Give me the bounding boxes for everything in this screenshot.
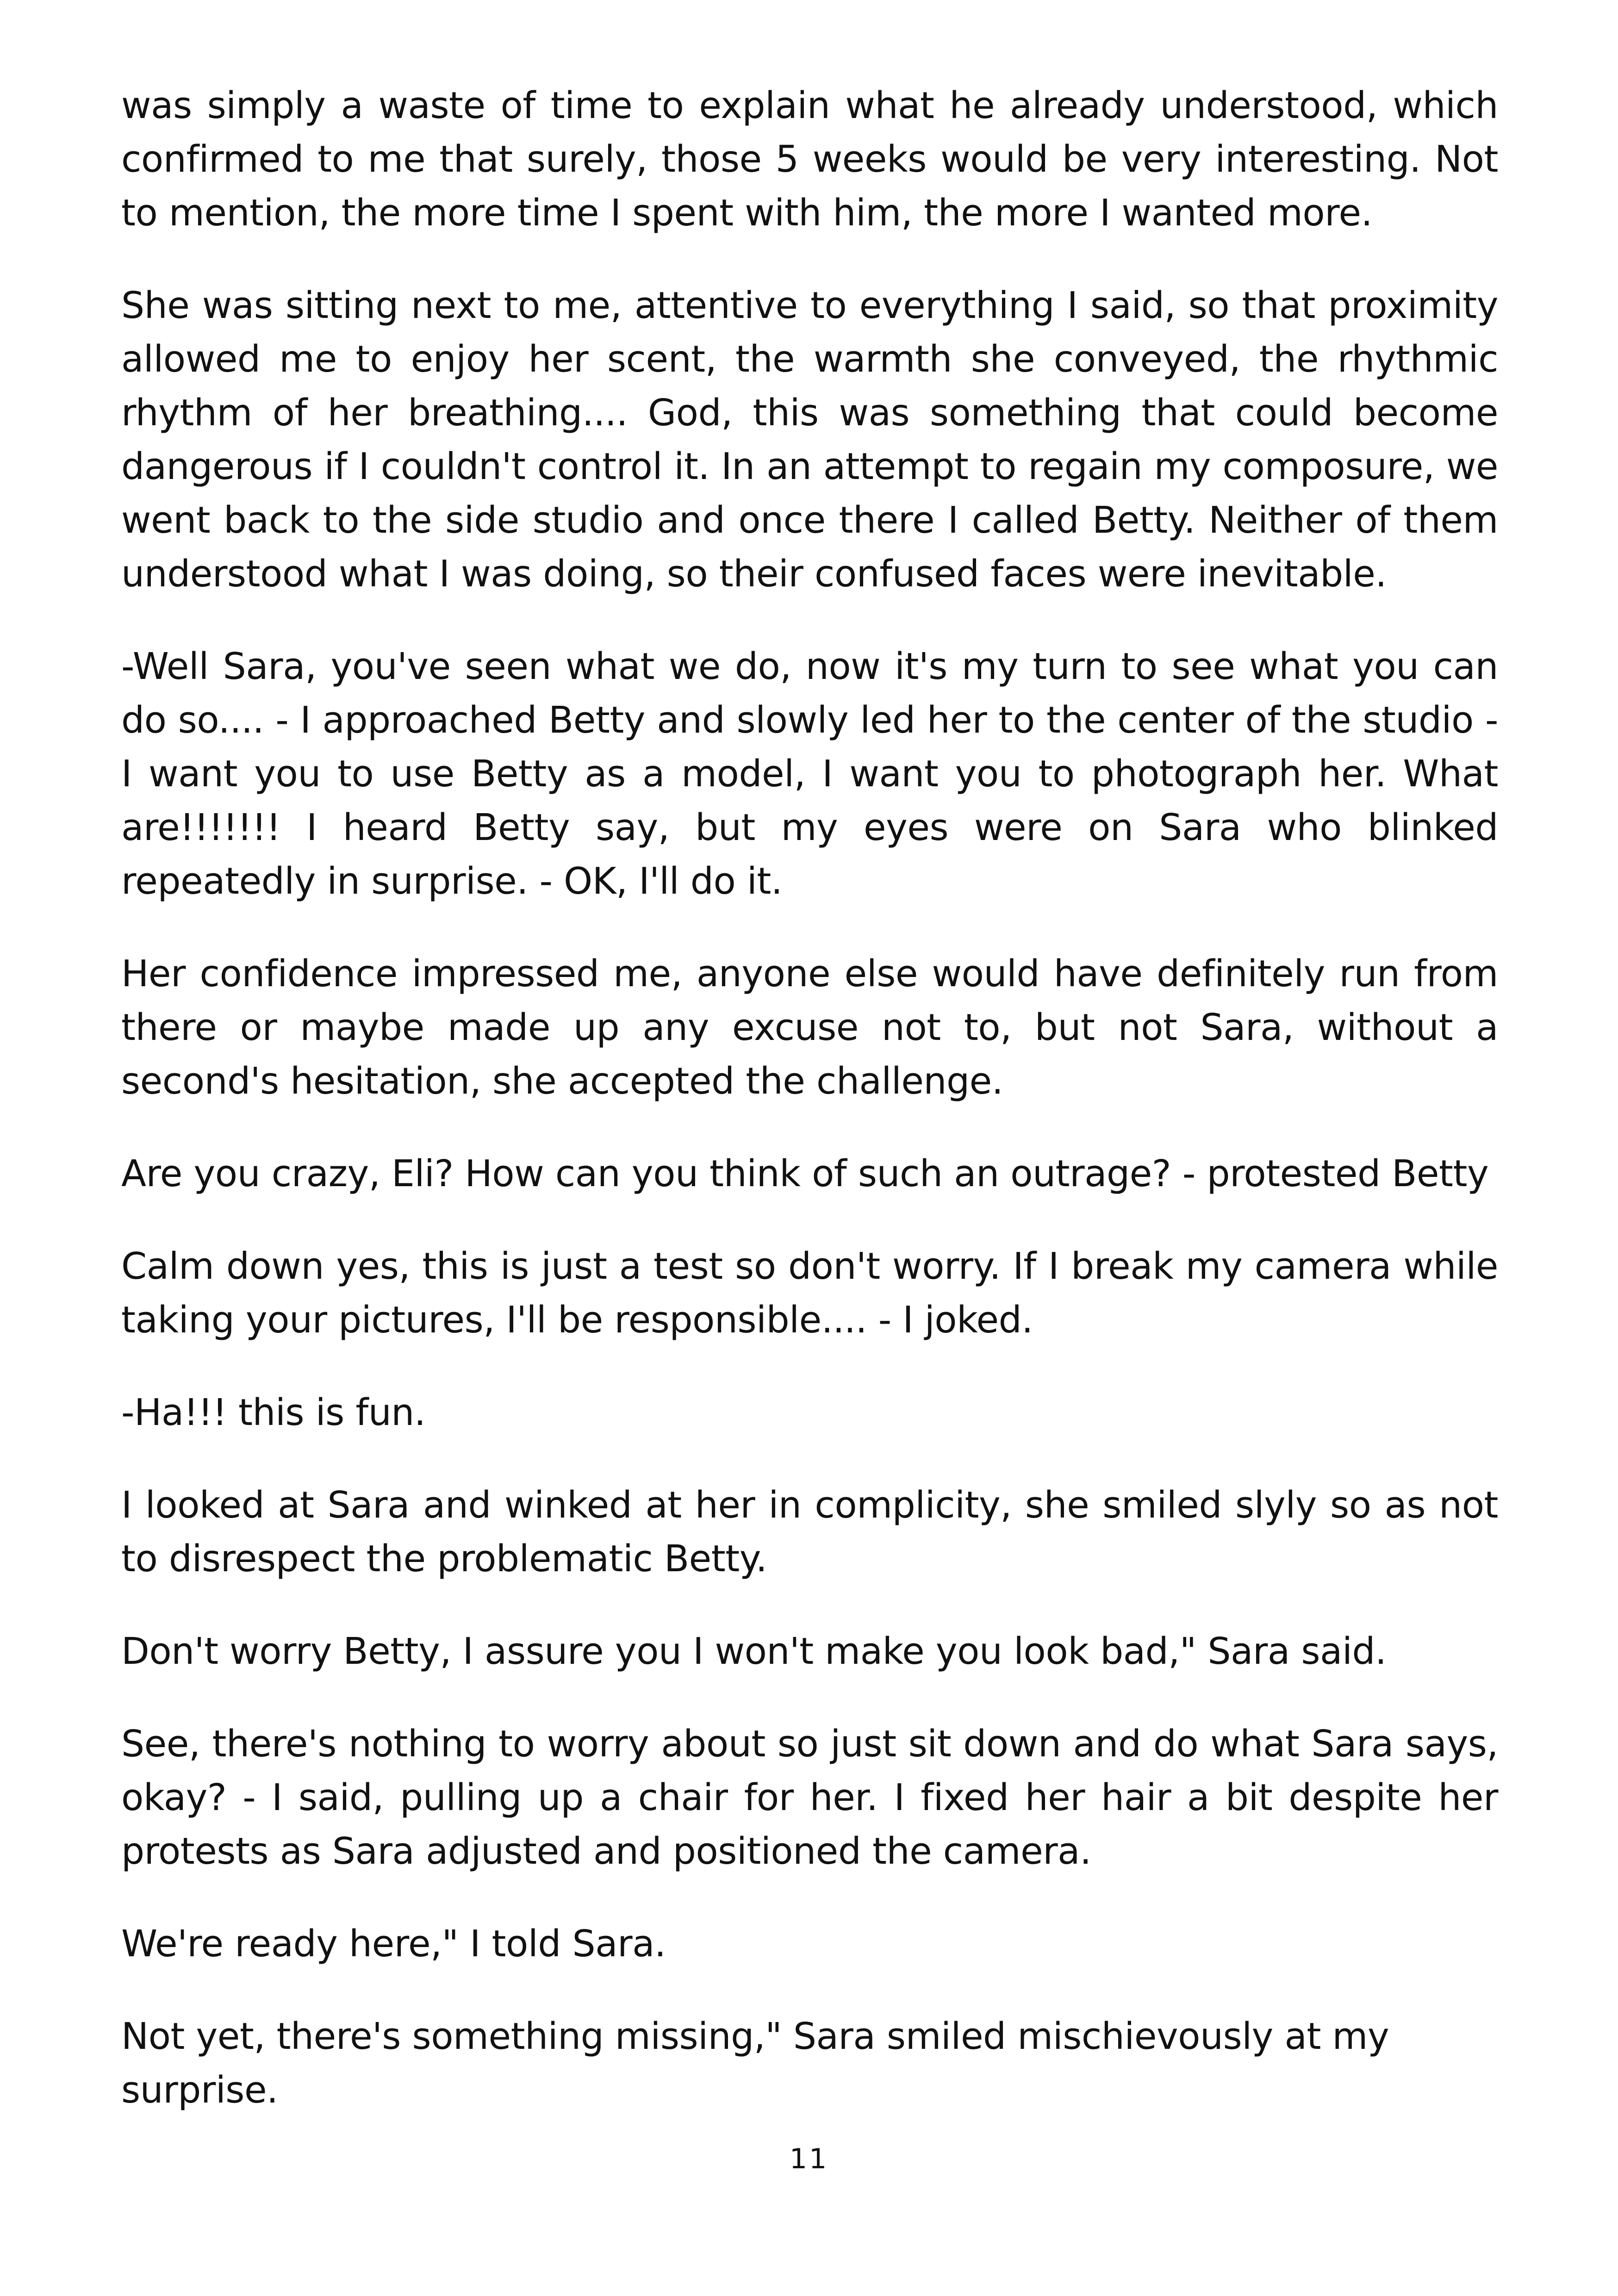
paragraph-6: Calm down yes, this is just a test so don't worry. If I break my camera while taking your pictures, I'll be responsible.... - I joked. <box>121 1245 1498 1341</box>
paragraph-11: We're ready here," I told Sara. <box>121 1923 666 1965</box>
paragraph-5: Are you crazy, Eli? How can you think of such an outrage? - protested Betty <box>121 1152 1489 1195</box>
body-text <box>121 79 1498 2156</box>
page-number: 11 <box>789 2143 829 2175</box>
paragraph-7: -Ha!!! this is fun. <box>121 1391 426 1434</box>
paragraph-8: I looked at Sara and winked at her in complicity, she smiled slyly so as not to disrespect the problematic Betty. <box>121 1484 1498 1580</box>
paragraph-10: See, there's nothing to worry about so just sit down and do what Sara says, okay? - I said, pulling up a chair for her. I fixed her hair a bit despite her protests as Sara adjusted and positioned the camera. <box>121 1723 1498 1873</box>
paragraph-3: -Well Sara, you've seen what we do, now it's my turn to see what you can do so.... - I approached Betty and slowly led her to the center of the studio -I want you to use Betty as a model, I want you to photograph her. What are!!!!!!! I heard Betty say, but my eyes were on Sara who blinked repeatedly in surprise. - OK, I'll do it. <box>121 645 1498 902</box>
paragraph-9: Don't worry Betty, I assure you I won't make you look bad," Sara said. <box>121 1630 1387 1673</box>
paragraph-12: Not yet, there's something missing," Sara smiled mischievously at my surprise. <box>121 2015 1389 2111</box>
paragraph-4: Her confidence impressed me, anyone else would have definitely run from there or maybe made up any excuse not to, but not Sara, without a second's hesitation, she accepted the challenge. <box>121 952 1498 1102</box>
paragraph-1: was simply a waste of time to explain what he already understood, which confirmed to me that surely, those 5 weeks would be very interesting. Not to mention, the more time I spent with him, the more I wanted more. <box>121 84 1498 234</box>
paragraph-2: She was sitting next to me, attentive to everything I said, so that proximity allowed me to enjoy her scent, the warmth she conveyed, the rhythmic rhythm of her breathing.... God, this was something that could become dangerous if I couldn't control it. In an attempt to regain my composure, we went back to the side studio and once there I called Betty. Neither of them understood what I was doing, so their confused faces were inevitable. <box>121 284 1498 595</box>
